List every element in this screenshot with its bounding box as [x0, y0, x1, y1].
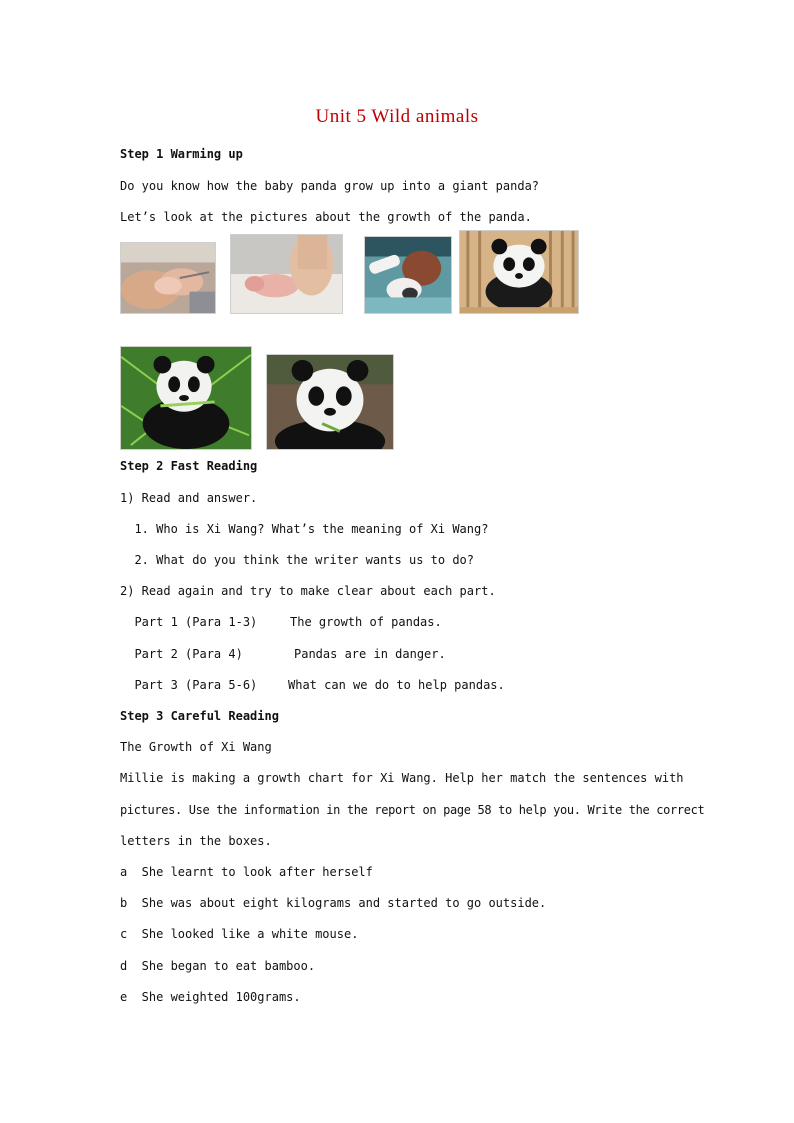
list-item-b: b She was about eight kilograms and started to go outside. — [120, 896, 547, 910]
part-2-description: Pandas are in danger. — [294, 647, 446, 661]
part-3-label: Part 3 (Para 5-6) — [120, 678, 258, 692]
step2-question-1: 1. Who is Xi Wang? What’s the meaning of Xi Wang? — [120, 522, 489, 536]
step3-subtitle: The Growth of Xi Wang — [120, 740, 272, 754]
list-item-a: a She learnt to look after herself — [120, 865, 373, 879]
step3-instruction-line-3: letters in the boxes. — [120, 834, 272, 848]
cub-bottle-feeding-photo — [364, 236, 452, 314]
step3-instruction-line-1: Millie is making a growth chart for Xi Wang. Help her match the sentences with — [120, 771, 684, 785]
newborn-panda-in-hands-photo — [120, 242, 216, 314]
step2-task-1: 1) Read and answer. — [120, 491, 258, 505]
adult-panda-photo — [266, 354, 394, 450]
part-1-label: Part 1 (Para 1-3) — [120, 615, 258, 629]
list-item-e: e She weighted 100grams. — [120, 990, 301, 1004]
step2-task-2: 2) Read again and try to make clear about each part. — [120, 584, 496, 598]
panda-eating-bamboo-photo — [120, 346, 252, 450]
part-1-description: The growth of pandas. — [290, 615, 442, 629]
step1-question-2: Let’s look at the pictures about the growth of the panda. — [120, 210, 532, 224]
part-3-description: What can we do to help pandas. — [288, 678, 505, 692]
step3-instruction-line-2: pictures. Use the information in the report on page 58 to help you. Write the correct — [120, 803, 705, 817]
list-item-d: d She began to eat bamboo. — [120, 959, 316, 973]
step3-heading: Step 3 Careful Reading — [120, 709, 279, 723]
page-title: Unit 5 Wild animals — [315, 106, 479, 127]
step1-question-1: Do you know how the baby panda grow up into a giant panda? — [120, 179, 540, 193]
pink-newborn-cub-photo — [230, 234, 343, 314]
step2-question-2: 2. What do you think the writer wants us to do? — [120, 553, 475, 567]
step1-heading: Step 1 Warming up — [120, 147, 243, 161]
part-2-label: Part 2 (Para 4) — [120, 647, 243, 661]
young-cub-photo — [459, 230, 579, 314]
step2-heading: Step 2 Fast Reading — [120, 459, 258, 473]
list-item-c: c She looked like a white mouse. — [120, 927, 359, 941]
